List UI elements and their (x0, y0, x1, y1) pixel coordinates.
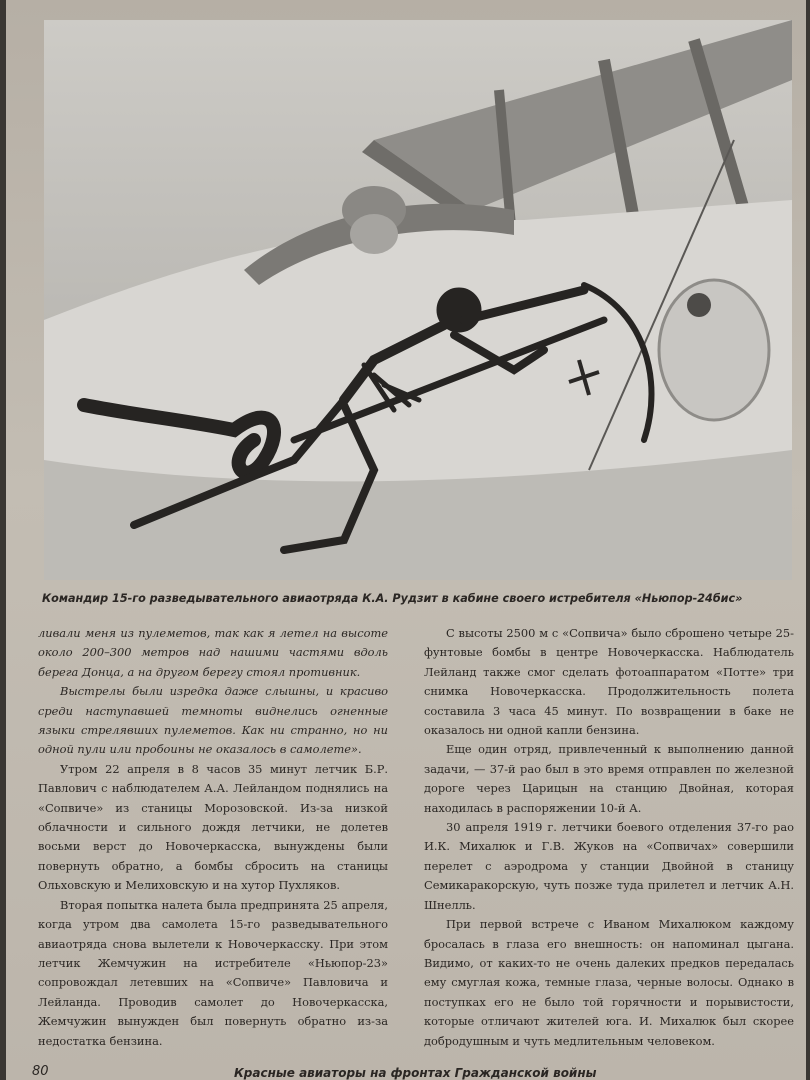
paragraph: Еще один отряд, привлеченный к выполнению данной задачи, — 37-й рао был в это время отправлен по железной дороге через Царицын на станцию Двойная, которая находилась в распоряжении 10-й А. (424, 742, 794, 815)
page-number: 80 (32, 1064, 49, 1079)
paragraph: ливали меня из пулеметов, так как я летел на высоте около 200–300 метров над нашими частями вдоль берега Донца, а на другом берегу стоял противник. (38, 626, 388, 679)
photo-caption: Командир 15-го разведывательного авиаотряда К.А. Рудзит в кабине своего истребителя «Ньюпор-24бис» (42, 592, 743, 605)
paragraph: Утром 22 апреля в 8 часов 35 минут летчик Б.Р. Павлович с наблюдателем А.А. Лейландом поднялись на «Сопвиче» из станицы Морозовской. Из-за низкой облачности и сильного дождя летчики, не долетев восьми верст до Новочеркасска, вынуждены были повернуть обратно, а бомбы сбросить на станицы Ольховскую и Мелиховскую и на хутор Пухляков. (38, 761, 388, 893)
text-column-left (38, 624, 388, 1051)
book-page (6, 0, 806, 1080)
running-title: Красные авиаторы на фронтах Гражданской войны (234, 1066, 597, 1080)
page-footer (6, 1062, 806, 1080)
biplane-photo-illustration (44, 20, 792, 580)
paragraph: 30 апреля 1919 г. летчики боевого отделения 37-го рао И.К. Михалюк и Г.В. Жуков на «Сопвичах» совершили перелет с аэродрома у станции Двойной в станицу Семикаракорскую, чуть позже туда прилетел и летчик А.Н. Шнелль. (424, 820, 794, 912)
text-column-right (424, 624, 794, 1051)
paragraph: Вторая попытка налета была предпринята 25 апреля, когда утром два самолета 15-го разведывательного авиаотряда снова вылетели к Новочеркасску. При этом летчик Жемчужин на истребителе «Ньюпор-23» сопровождал летевших на «Сопвиче» Павловича и Лейланда. Проводив самолет до Новочеркасска, Жемчужин вынужден был повернуть обратно из-за недостатка бензина. (38, 897, 388, 1048)
paragraph: При первой встрече с Иваном Михалюком каждому бросалась в глаза его внешность: он напоминал цыгана. Видимо, от каких-то не очень далеких предков передалась ему смуглая кожа, темные глаза, черные волосы. Однако в поступках его не было той горячности и порывистости, которые отличают жителей юга. И. Михалюк был скорее добродушным и чуть медлительным человеком. (424, 917, 794, 1048)
paragraph: С высоты 2500 м с «Сопвича» было сброшено четыре 25-фунтовые бомбы в центре Новочеркасска. Наблюдатель Лейланд также смог сделать фотоаппаратом «Потте» три снимка Новочеркасска. Продолжительность полета составила 3 часа 45 минут. По возвращении в баке не оказалось ни одной капли бензина. (424, 626, 794, 738)
photograph (44, 20, 792, 580)
paragraph: Выстрелы были изредка даже слышны, и красиво среди наступавшей темноты виднелись огненные языки стрелявших пулеметов. Как ни странно, но ни одной пули или пробоины не оказалось в самолете». (38, 684, 388, 757)
